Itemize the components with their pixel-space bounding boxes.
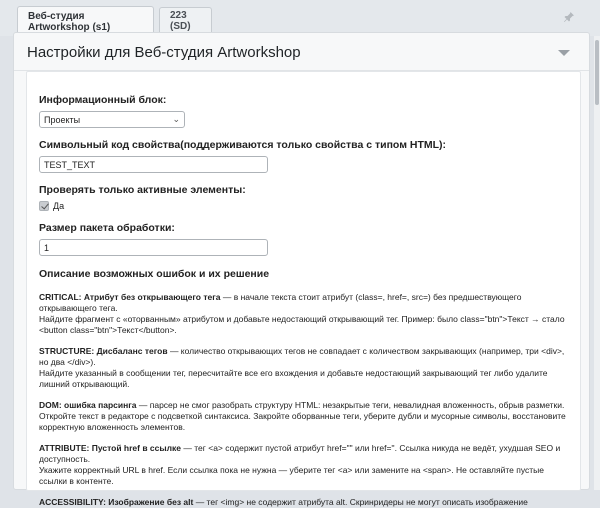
panel-header: [14, 33, 589, 71]
active-only-checkbox[interactable]: [39, 201, 49, 211]
error-item-key: ATTRIBUTE: Пустой href в ссылке: [39, 443, 182, 453]
panel-title: Настройки для Веб-студия Artworkshop: [27, 44, 301, 61]
error-item-text: — тег <a> содержит пустой атрибут href="" или href=''. Ссылка никуда не ведёт, ухудшая SEO и доступность.: [39, 443, 561, 464]
tab-bar: [0, 0, 600, 36]
error-item-text: — парсер не смог разобрать структуру HTML: незакрытые теги, невалидная вложенность, обрыв разметки.: [136, 400, 565, 410]
settings-panel: [13, 32, 590, 507]
errors-section-title: Описание возможных ошибок и их решение: [39, 268, 270, 280]
tab-artworkshop-s1[interactable]: Веб-студия Artworkshop (s1): [17, 6, 154, 36]
error-item-fix: Откройте текст в редакторе с подсветкой синтаксиса. Закройте оборванные теги, уберите дубли и мусорные символы, восстановите корректную вложенность элементов.: [39, 411, 566, 432]
chevron-down-icon: ⌄: [172, 114, 180, 124]
settings-content: [26, 71, 581, 507]
scrollbar-thumb[interactable]: [595, 40, 599, 105]
error-item-key: ACCESSIBILITY: Изображение без alt: [39, 497, 194, 507]
error-item: [39, 292, 569, 336]
pin-icon[interactable]: [563, 11, 575, 23]
active-only-label: Проверять только активные элементы:: [39, 184, 246, 196]
batch-size-field: [39, 222, 570, 256]
collapse-arrow-icon[interactable]: [558, 50, 570, 56]
active-only-checkbox-row[interactable]: [39, 201, 570, 211]
batch-size-input[interactable]: 1: [39, 239, 268, 256]
error-item: [39, 346, 569, 390]
error-item-key: DOM: ошибка парсинга: [39, 400, 137, 410]
batch-size-label: Размер пакета обработки:: [39, 222, 175, 234]
active-only-checkbox-label: Да: [53, 201, 65, 211]
error-item: [39, 443, 569, 487]
tab-223-sd[interactable]: 223 (SD): [159, 7, 212, 34]
error-item-fix: Найдите указанный в сообщении тег, пересчитайте все его вхождения и добавьте недостающий закрывающий тег либо удалите лишний открывающий.: [39, 368, 548, 389]
info-block-select[interactable]: [39, 111, 185, 128]
error-item-text: — в начале текста стоит атрибут (class=, href=, src=) без предшествующего открывающего тега.: [39, 292, 522, 313]
error-item: [39, 497, 569, 508]
active-only-field: [39, 184, 570, 211]
error-item-text: — количество открывающих тегов не совпадает с количеством закрывающих (например, три <div>, но два </div>).: [39, 346, 565, 367]
property-code-field: [39, 139, 570, 173]
error-item-key: CRITICAL: Атрибут без открывающего тега: [39, 292, 221, 302]
property-code-label: Символьный код свойства(поддерживаются только свойства с типом HTML):: [39, 139, 447, 151]
error-item-text: — тег <img> не содержит атрибута alt. Скринридеры не могут описать изображение: [193, 497, 528, 507]
info-block-field: [39, 94, 570, 128]
error-item-key: STRUCTURE: Дисбаланс тегов: [39, 346, 168, 356]
error-item: [39, 400, 569, 433]
info-block-label: Информационный блок:: [39, 94, 167, 106]
error-item-fix: Укажите корректный URL в href. Если ссылка пока не нужна — уберите тег <a> или замените на <span>. Не оставляйте пустые ссылки в контенте.: [39, 465, 544, 486]
info-block-value: Проекты: [44, 114, 81, 125]
property-code-input[interactable]: TEST_TEXT: [39, 156, 268, 173]
error-item-fix: Найдите фрагмент с «оторванным» атрибутом и добавьте недостающий открывающий тег. Пример: было class="btn">Текст → стало <button class="btn">Текст</button>.: [39, 314, 565, 335]
